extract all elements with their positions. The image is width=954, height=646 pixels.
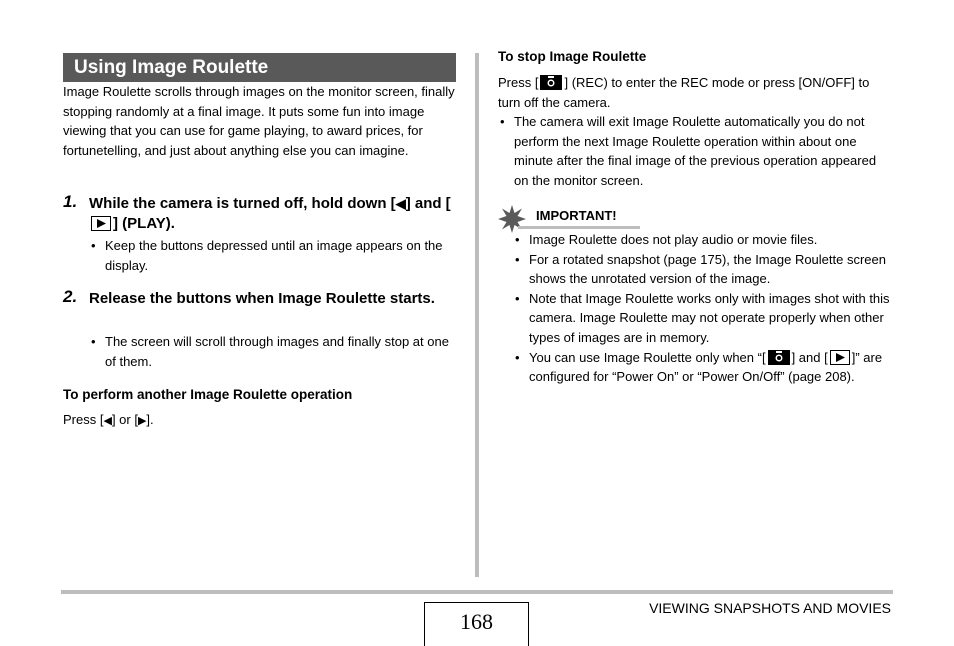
list-item: • The screen will scroll through images and finally stop at one of them. (89, 332, 449, 371)
step-1-text-c: ] (PLAY). (113, 215, 175, 232)
step-1-text (89, 194, 459, 234)
another-text-c: ]. (146, 412, 154, 427)
column-divider (475, 53, 479, 577)
right-arrow-icon: ▶ (137, 415, 147, 427)
camera-icon (540, 75, 562, 90)
intro-paragraph: Image Roulette scrolls through images on the monitor screen, finally stopping randomly at a final image. It puts some fun into image viewing that you can use for game playing, to award prices, for fortunetelling, and just about anything else you can imagine. (63, 84, 455, 158)
step-2-text: Release the buttons when Image Roulette starts. (89, 290, 435, 307)
play-icon (830, 350, 850, 365)
stop-text-a: Press [ (498, 75, 539, 90)
list-item: • For a rotated snapshot (page 175), the Image Roulette screen shows the unrotated version of the image. (513, 250, 891, 289)
stop-bullets (498, 112, 891, 190)
play-icon (91, 216, 111, 231)
left-arrow-icon: ◀ (103, 415, 112, 427)
another-text-a: Press [ (63, 412, 104, 427)
list-item: • Note that Image Roulette works only with images shot with this camera. Image Roulette may not operate properly when other types of images are in memory. (513, 289, 891, 348)
footer-divider (61, 590, 893, 594)
list-item (513, 348, 891, 387)
important-underline (518, 226, 640, 229)
section-title: Using Image Roulette (63, 53, 456, 82)
last-text-c: ]” are configured for “Power On” or “Power On/Off” (page 208). (529, 349, 883, 385)
list-item: • The camera will exit Image Roulette automatically you do not perform the next Image Roulette operation within about one minute after the final image of the previous operation appeared on the monitor screen. (498, 112, 891, 190)
another-operation-heading: To perform another Image Roulette operation (63, 387, 353, 402)
step-number-1: 1. (63, 192, 78, 211)
step-1-text-a: While the camera is turned off, hold down [ (89, 195, 396, 212)
page-number: 168 (424, 602, 529, 646)
step-1-bullets (89, 236, 449, 275)
another-operation-text (63, 410, 154, 432)
list-item: • Keep the buttons depressed until an image appears on the display. (89, 236, 449, 275)
stop-text (498, 73, 893, 112)
another-text-b: ] or [ (111, 412, 138, 427)
step-2-bullets (89, 332, 449, 371)
stop-heading: To stop Image Roulette (498, 49, 647, 64)
stop-text-b: ] (REC) to enter the REC mode or press [ON/OFF] to turn off the camera. (498, 75, 870, 110)
step-number-2: 2. (63, 287, 78, 306)
last-text-a: You can use Image Roulette only when “[ (529, 349, 766, 365)
step-1-text-b: ] and [ (405, 195, 451, 212)
list-item: • Image Roulette does not play audio or movie files. (513, 230, 891, 250)
footer-section-label: VIEWING SNAPSHOTS AND MOVIES (649, 600, 891, 616)
left-arrow-icon: ◀ (395, 196, 406, 211)
important-bullets (513, 230, 891, 387)
important-label: IMPORTANT! (536, 208, 617, 223)
last-text-b: ] and [ (791, 349, 828, 365)
camera-icon (768, 350, 790, 365)
